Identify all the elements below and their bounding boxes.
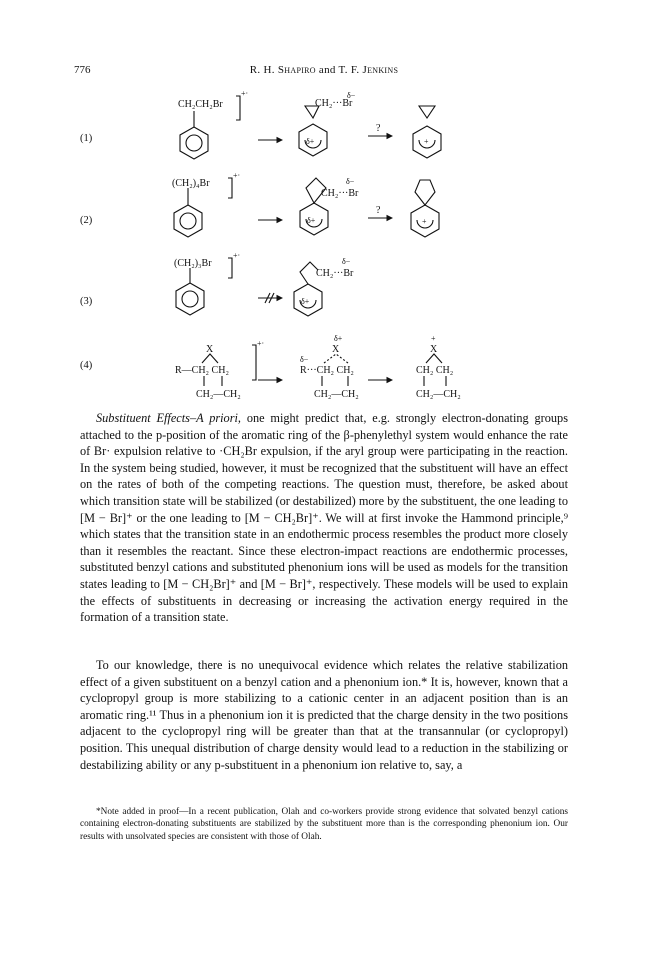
reaction-schemes [0, 0, 648, 410]
s3-reactant-chain: (CH₂)₃Br [174, 258, 212, 269]
benzene-ring-3 [176, 283, 204, 315]
s4-x-product: X [430, 344, 438, 355]
s4-radical-cation: +· [257, 339, 265, 348]
s2-radical-cation: +· [233, 171, 241, 180]
s2-ts-chain: CH₂···Br [321, 188, 359, 199]
s4-reactant-top: R—CH₂ CH₂ [175, 365, 229, 376]
s2-question: ? [376, 205, 381, 216]
s4-x-reactant: X [206, 344, 214, 355]
s1-ts-chain: CH₂···Br [315, 98, 353, 109]
s3-delta-plus: δ+ [301, 297, 310, 306]
benzene-ring-2 [174, 205, 202, 237]
s4-ts-delta-minus: δ− [300, 355, 309, 364]
s1-delta-minus: δ− [347, 91, 356, 100]
s1-question: ? [376, 123, 381, 134]
s2-plus: + [422, 217, 427, 226]
scheme-label-4: (4) [80, 360, 93, 371]
s4-product-bottom: CH₂—CH₂ [416, 389, 461, 400]
s2-reactant-chain: (CH₂)₄Br [172, 178, 210, 189]
scheme-label-3: (3) [80, 296, 93, 307]
s1-plus: + [424, 137, 429, 146]
paragraph-relative-stabilization: To our knowledge, there is no unequivocal evidence which relates the relative stabilization effect of a given substituent on a benzyl cation and a phenonium ion.* It is, however, known that a cyclopropyl group is more stabilizing to a cationic center in an adjacent position than is an aromatic ring.¹¹ Thus in a phenonium ion it is predicted that the charge density in the two positions adjacent to the cyclopropyl ring will be greater than that at the transannular (or cyclopropyl) position. This unequal distribution of charge density would lead to a reduction in the stabilizing or destabilizing ability or any p-substituent in a phenonium ion relative to, say, a [80, 658, 568, 772]
s4-ts-delta-plus: δ+ [334, 334, 343, 343]
s2-delta-minus: δ− [346, 177, 355, 186]
page-number: 776 [74, 64, 91, 76]
s4-ts-top: R···CH₂ CH₂ [300, 365, 354, 376]
scheme-label-2: (2) [80, 215, 93, 226]
s2-delta-plus: δ+ [307, 216, 316, 225]
s3-delta-minus: δ− [342, 257, 351, 266]
s4-x-ts: X [332, 344, 340, 355]
section-run-in-heading: Substituent Effects–A priori, [96, 411, 241, 425]
paragraph-substituent-effects: Substituent Effects–A priori, one might predict that, e.g. strongly electron-donating groups attached to the p-position of the aromatic ring of the β-phenylethyl system would enhance the rate of Br· expulsion relative to ·CH₂Br expulsion, if the aryl group were participating in the reaction. In the system being studied, however, it must be recognized that the substituent will have an effect on the rates of both of the competing reactions. The question must, therefore, be asked about which transition state will be stabilized (or destabilized) more by the substituent, the one leading to [M − Br]⁺ or the one leading to [M − CH₂Br]⁺. We will at first invoke the Hammond principle,⁹ which states that the transition state in an endothermic process resembles the product more closely than it resembles the reactant. Since these electron-impact reactions are endothermic processes, substituted benzyl cations and substituted phenonium ions will be used as models for the transition states leading to [M − CH₂Br]⁺ and [M − Br]⁺, respectively. These models will be used to explain the effects of substituents in decreasing or increasing the activation energy required in the formation of a transition state. [80, 411, 568, 625]
s4-ts-bottom: CH₂—CH₂ [314, 389, 359, 400]
benzene-ring-1 [180, 127, 208, 159]
s3-radical-cation: +· [233, 251, 241, 260]
running-head: R. H. Shapiro and T. F. Jenkins [249, 64, 399, 76]
s4-product-plus: + [431, 334, 436, 343]
scheme-label-1: (1) [80, 133, 93, 144]
s1-reactant-chain: CH₂CH₂Br [178, 99, 223, 110]
s3-ts-chain: CH₂···Br [316, 268, 354, 279]
s4-reactant-bottom: CH₂—CH₂ [196, 389, 241, 400]
footnote: *Note added in proof—In a recent publication, Olah and co-workers provide strong evidence that solvated benzyl cations containing electron-donating substituents are stabilized by the substituent more than is the corresponding phenonium ion. Our results with unsolvated species are consistent with those of Olah. [80, 807, 568, 842]
s1-delta-plus: δ+ [306, 137, 315, 146]
s4-product-top: CH₂ CH₂ [416, 365, 454, 376]
s1-radical-cation: +· [241, 89, 249, 98]
